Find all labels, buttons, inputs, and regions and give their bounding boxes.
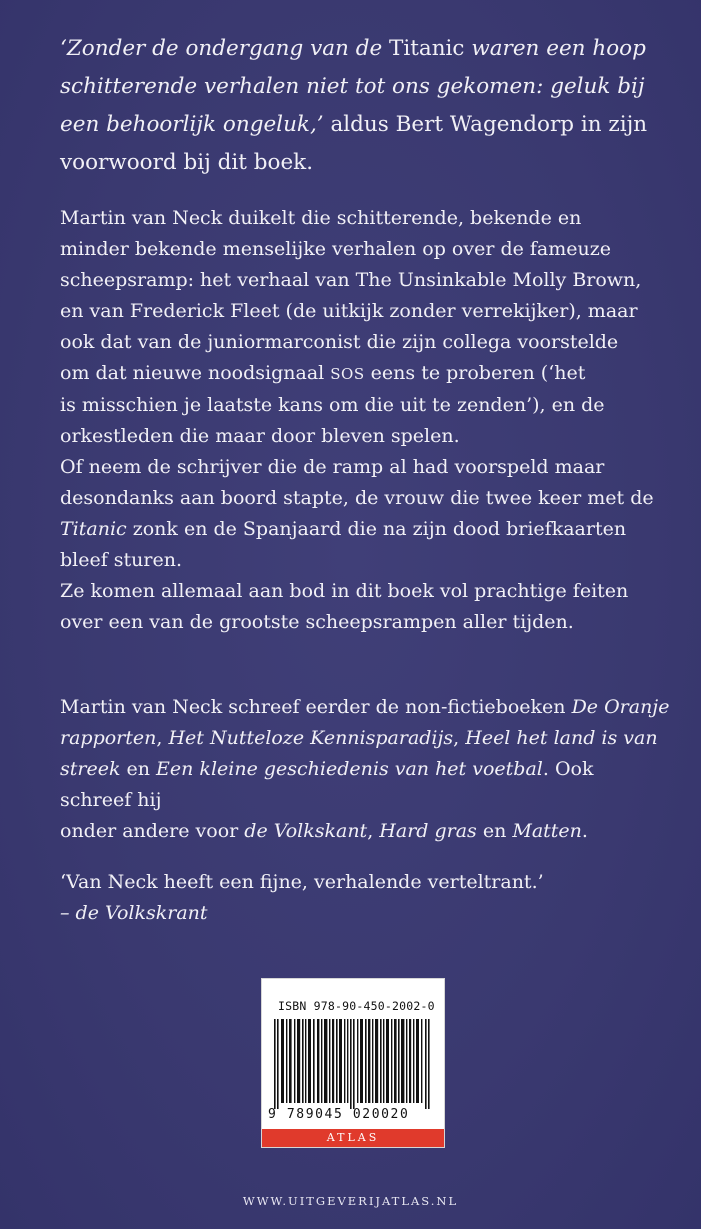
title-mention: Titanic (60, 518, 127, 540)
book-title: De Oranje (571, 696, 670, 718)
intro-line (60, 68, 670, 106)
description-line: orkestleden die maar door bleven spelen. (60, 425, 460, 447)
description-line: Of neem de schrijver die de ramp al had voorspeld maar (60, 456, 605, 478)
bio-text: , (453, 727, 466, 749)
intro-text: waren een hoop (464, 36, 646, 61)
description-line: Martin van Neck duikelt die schitterende, bekende en (60, 207, 582, 229)
bio-text: onder andere voor (60, 820, 245, 842)
publisher-logo: ATLAS (262, 1129, 444, 1147)
press-quote (60, 867, 670, 929)
description-line (60, 358, 670, 390)
barcode-label (261, 978, 445, 1148)
description-line: Ze komen allemaal aan bod in dit boek vol prachtige feiten (60, 580, 629, 602)
description-line: bleef sturen. (60, 549, 183, 571)
title-mention: Titanic (389, 36, 465, 61)
bio-text: en (120, 758, 157, 780)
description-line: over een van de grootste scheepsrampen aller tijden. (60, 611, 574, 633)
description-line: ook dat van de juniormarconist die zijn collega voorstelde (60, 331, 619, 353)
description-text: om dat nieuwe noodsignaal (60, 362, 331, 384)
book-title: Een kleine geschiedenis van het voetbal (156, 758, 543, 780)
publication-title: Matten (512, 820, 582, 842)
bio-line (60, 723, 670, 754)
bio-line (60, 692, 670, 723)
isbn-number: ISBN 978-90-450-2002-0 (278, 999, 435, 1013)
intro-text: voorwoord bij dit boek. (60, 150, 314, 175)
sos-text: SOS (330, 365, 365, 383)
author-bio (60, 692, 670, 847)
description-line: minder bekende menselijke verhalen op over de fameuze (60, 238, 611, 260)
intro-text: aldus Bert Wagendorp in zijn (323, 112, 648, 137)
description-line: scheepsramp: het verhaal van The Unsinkable Molly Brown, (60, 269, 642, 291)
intro-quote (60, 30, 670, 182)
quote-text: ‘Van Neck heeft een fijne, verhalende verteltrant.’ (60, 871, 544, 893)
barcode-digits: 9 789045 020020 (268, 1107, 410, 1122)
description (60, 203, 670, 638)
bio-text: Martin van Neck schreef eerder de non-fictieboeken (60, 696, 572, 718)
bio-text: . Ook schreef hij (60, 758, 594, 811)
book-title: Het Nutteloze Kennisparadijs (168, 727, 454, 749)
intro-line (60, 30, 670, 68)
intro-text: schitterende verhalen niet tot ons gekomen: geluk bij (60, 74, 645, 99)
intro-text: een behoorlijk ongeluk,’ (60, 112, 324, 137)
book-title: streek (60, 758, 121, 780)
bio-line (60, 816, 670, 847)
publication-title: de Volkskant (244, 820, 368, 842)
book-title: rapporten (60, 727, 157, 749)
quote-source-text: – de Volkskrant (60, 902, 208, 924)
bio-text: , (367, 820, 380, 842)
bio-text: , (156, 727, 169, 749)
quote-source (60, 898, 670, 929)
description-line: en van Frederick Fleet (de uitkijk zonder verrekijker), maar (60, 300, 638, 322)
description-line: desondanks aan boord stapte, de vrouw die twee keer met de (60, 487, 654, 509)
publication-title: Hard gras (379, 820, 477, 842)
intro-line (60, 106, 670, 144)
barcode-icon (270, 1019, 436, 1109)
description-text: eens te proberen (‘het (364, 362, 586, 384)
intro-text: ‘Zonder de ondergang van de (60, 36, 390, 61)
book-title: Heel het land is van (465, 727, 658, 749)
bio-line (60, 754, 670, 816)
bio-text: . (581, 820, 588, 842)
description-text: zonk en de Spanjaard die na zijn dood briefkaarten (126, 518, 627, 540)
description-line: is misschien je laatste kans om die uit te zenden’), en de (60, 394, 605, 416)
intro-line (60, 144, 670, 182)
publisher-website[interactable]: WWW.UITGEVERIJATLAS.NL (242, 1194, 459, 1208)
description-line (60, 514, 670, 545)
bio-text: en (476, 820, 513, 842)
